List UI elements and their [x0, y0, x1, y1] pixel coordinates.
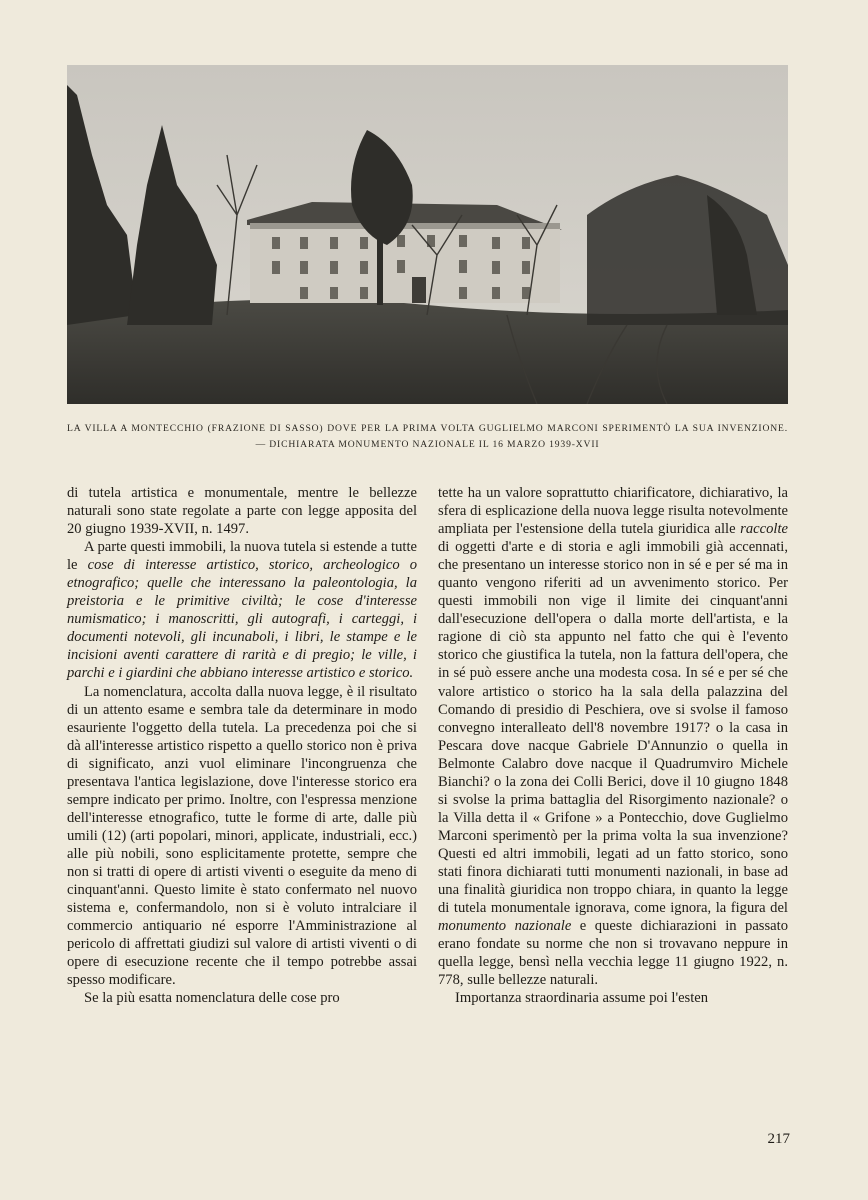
paragraph-text: e queste dichiarazioni in passato erano fondate su norme che non si trovavano neppure in quella legge, bensì nella vecchia legge 11 giugno 1922, n. 778, sulle bellezze naturali. [438, 918, 788, 989]
emphasis-text: raccolte [740, 521, 788, 538]
page-number: 217 [767, 1131, 790, 1147]
paragraph: Importanza straordinaria assume poi l'esten [455, 990, 709, 1007]
villa-photograph [67, 65, 788, 404]
paragraph [67, 538, 417, 682]
paragraph [438, 484, 788, 989]
right-column [438, 484, 788, 1007]
villa-photo-drawing [67, 65, 788, 404]
paragraph-text: tette ha un valore soprattutto chiarificatore, dichiarativo, la sfera di esplicazione della nuova legge risulta notevolmente ampliata per l'estensione della tutela giuridica alle [438, 485, 788, 538]
paragraph: Se la più esatta nomenclatura delle cose pro [84, 990, 340, 1007]
paragraph: La nomenclatura, accolta dalla nuova legge, è il risultato di un attento esame e sembra tale da determinare in modo esauriente l'oggetto della tutela. La precedenza poi che si dà all'interesse artistico rispetto a quello storico non è priva di significato, anzi vuol eliminare l'incongruenza che presentava l'antica legislazione, dove l'interesse storico era sempre indicato per primo. Inoltre, con l'espressa menzione dell'interesse etnografico, tutte le forme di arte, dalle più umili (12) (arti popolari, minori, applicate, industriali, ecc.) alle più nobili, sono esplicitamente protette, sempre che non si tratti di opere di artisti viventi o eseguite da meno di cinquant'anni. Questo limite è stato confermato nel nuovo sistema e, confermandolo, non si è voluto intralciare il commercio antiquario né esporre l'Amministrazione al pericolo di affrettati giudizi sul valore di artisti viventi o di opere di esecuzione recente che il tempo potrebbe assai spesso modificare. [67, 683, 417, 989]
paragraph-text: A parte questi immobili, la nuova tutela si estende a tutte le [67, 539, 417, 574]
emphasis-text: monumento nazionale [438, 918, 572, 935]
figure-caption: LA VILLA A MONTECCHIO (FRAZIONE DI SASSO) DOVE PER LA PRIMA VOLTA GUGLIELMO MARCONI SPERIMENTÒ LA SUA INVENZIONE. — DICHIARATA MONUMENTO NAZIONALE IL 16 MARZO 1939-XVII [67, 423, 788, 450]
paragraph: di tutela artistica e monumentale, mentre le bellezze naturali sono state regolate a parte con legge apposita del 20 giugno 1939-XVII, n. 1497. [67, 485, 417, 538]
emphasis-text: cose di interesse artistico, storico, archeologico o etnografico; quelle che interessano la paleontologia, la preistoria e le primitive civiltà; le cose d'interesse numismatico; i manoscritti, gli autografi, i carteggi, i documenti notevoli, gli incunaboli, i libri, le stampe e le incisioni aventi carattere di rarità e di pregio; le ville, i parchi e i giardini che abbiano interesse artistico e storico. [67, 557, 417, 682]
left-column [67, 484, 417, 1007]
paragraph-text: di oggetti d'arte e di storia e agli immobili già accennati, che presentano un interesse storico non in sé e per sé ma in quanto vengono riferiti ad un avvenimento storico. Per questi immobili non vige il limite dei cinquant'anni dall'esecuzione dell'opera o dalla morte dell'artista, e la ragione di ciò sta appunto nel fatto che qui è l'evento storico che giustifica la tutela, non la fattura dell'opera, che in sé può essere anche una modesta cosa. In sé e per sé che valore artistico o storico ha la sala della palazzina del Comando di presidio di Peschiera, ove si svolse il famoso convegno interalleato dell'8 novembre 1917? o la casa in Pescara dove nacque Gabriele D'Annunzio o quella in Belmonte Calabro dove nacque il Quadrumviro Michele Bianchi? o la zona dei Colli Berici, dove il 10 giugno 1848 si svolse la prima battaglia del Risorgimento nazionale? o la Villa detta il « Grifone » a Pontecchio, dove Guglielmo Marconi sperimentò per la prima volta la sua invenzione? Questi ed altri immobili, legati ad un fatto storico, sono stati finora dichiarati tutti monumenti nazionali, in base ad una finalità giuridica non troppo chiara, in quanto la legge di tutela monumentale ignorava, come ignora, la figura del [438, 539, 788, 917]
